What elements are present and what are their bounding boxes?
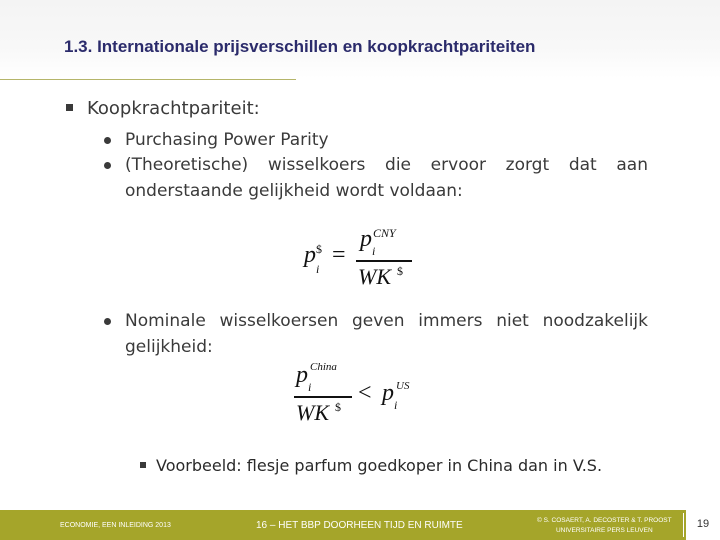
sub-bullet-text: Nominale wisselkoersen geven immers niet noodzakelijk gelijkheid: xyxy=(125,311,648,357)
sub-bullet-1 xyxy=(104,127,648,153)
den-base: WK xyxy=(296,400,329,425)
footer-separator xyxy=(683,513,684,537)
title-underline xyxy=(0,79,296,80)
num-base: p xyxy=(296,362,308,388)
sub-bullet-text: Purchasing Power Parity xyxy=(125,130,329,150)
equals-sign: = xyxy=(332,242,346,268)
lhs-sup: $ xyxy=(316,242,322,256)
inequality-formula xyxy=(292,358,422,428)
fraction-bar xyxy=(356,260,412,262)
round-bullet-icon xyxy=(104,318,111,325)
slide-title: 1.3. Internationale prijsverschillen en koopkrachtpariteiten xyxy=(64,37,536,56)
example-text: Voorbeeld: flesje parfum goedkoper in China dan in V.S. xyxy=(156,456,603,475)
example-bullet xyxy=(140,456,602,475)
round-bullet-icon xyxy=(104,137,111,144)
num-sup: China xyxy=(310,361,337,373)
den-base: WK xyxy=(358,264,391,289)
lhs-sub: i xyxy=(316,262,320,276)
ppp-formula xyxy=(300,222,420,292)
den-sup: $ xyxy=(335,400,341,414)
footer-chapter: 16 – HET BBP DOORHEEN TIJD EN RUIMTE xyxy=(256,520,463,531)
rhs-base: p xyxy=(382,380,394,406)
rhs-sub: i xyxy=(394,398,398,412)
footer-bar xyxy=(0,510,720,540)
sub-bullet-text: (Theoretische) wisselkoers die ervoor zorgt dat aan onderstaande gelijkheid wordt voldaan: xyxy=(125,155,648,201)
num-sub: i xyxy=(308,380,312,394)
num-sub: i xyxy=(372,244,376,258)
less-than-sign: < xyxy=(358,380,372,406)
rhs-sup: US xyxy=(396,380,410,392)
num-base: p xyxy=(360,226,372,252)
footer-course: ECONOMIE, EEN INLEIDING 2013 xyxy=(60,522,171,529)
footer-publisher: UNIVERSITAIRE PERS LEUVEN xyxy=(555,527,653,534)
den-sup: $ xyxy=(397,264,403,278)
page-number: 19 xyxy=(696,518,710,530)
round-bullet-icon xyxy=(104,162,111,169)
square-bullet-icon xyxy=(66,104,73,111)
page-number-box xyxy=(686,510,720,540)
sub-bullet-2 xyxy=(104,152,648,204)
sub-bullet-3 xyxy=(104,308,648,360)
fraction-bar xyxy=(294,396,352,398)
num-sup: CNY xyxy=(373,226,396,240)
square-bullet-icon xyxy=(140,462,146,468)
main-bullet-text: Koopkrachtpariteit: xyxy=(87,98,260,119)
footer-copyright xyxy=(537,516,672,536)
footer-authors: © S. COSAERT, A. DECOSTER & T. PROOST xyxy=(537,517,672,524)
lhs-base: p xyxy=(304,242,316,268)
main-bullet xyxy=(66,98,260,119)
